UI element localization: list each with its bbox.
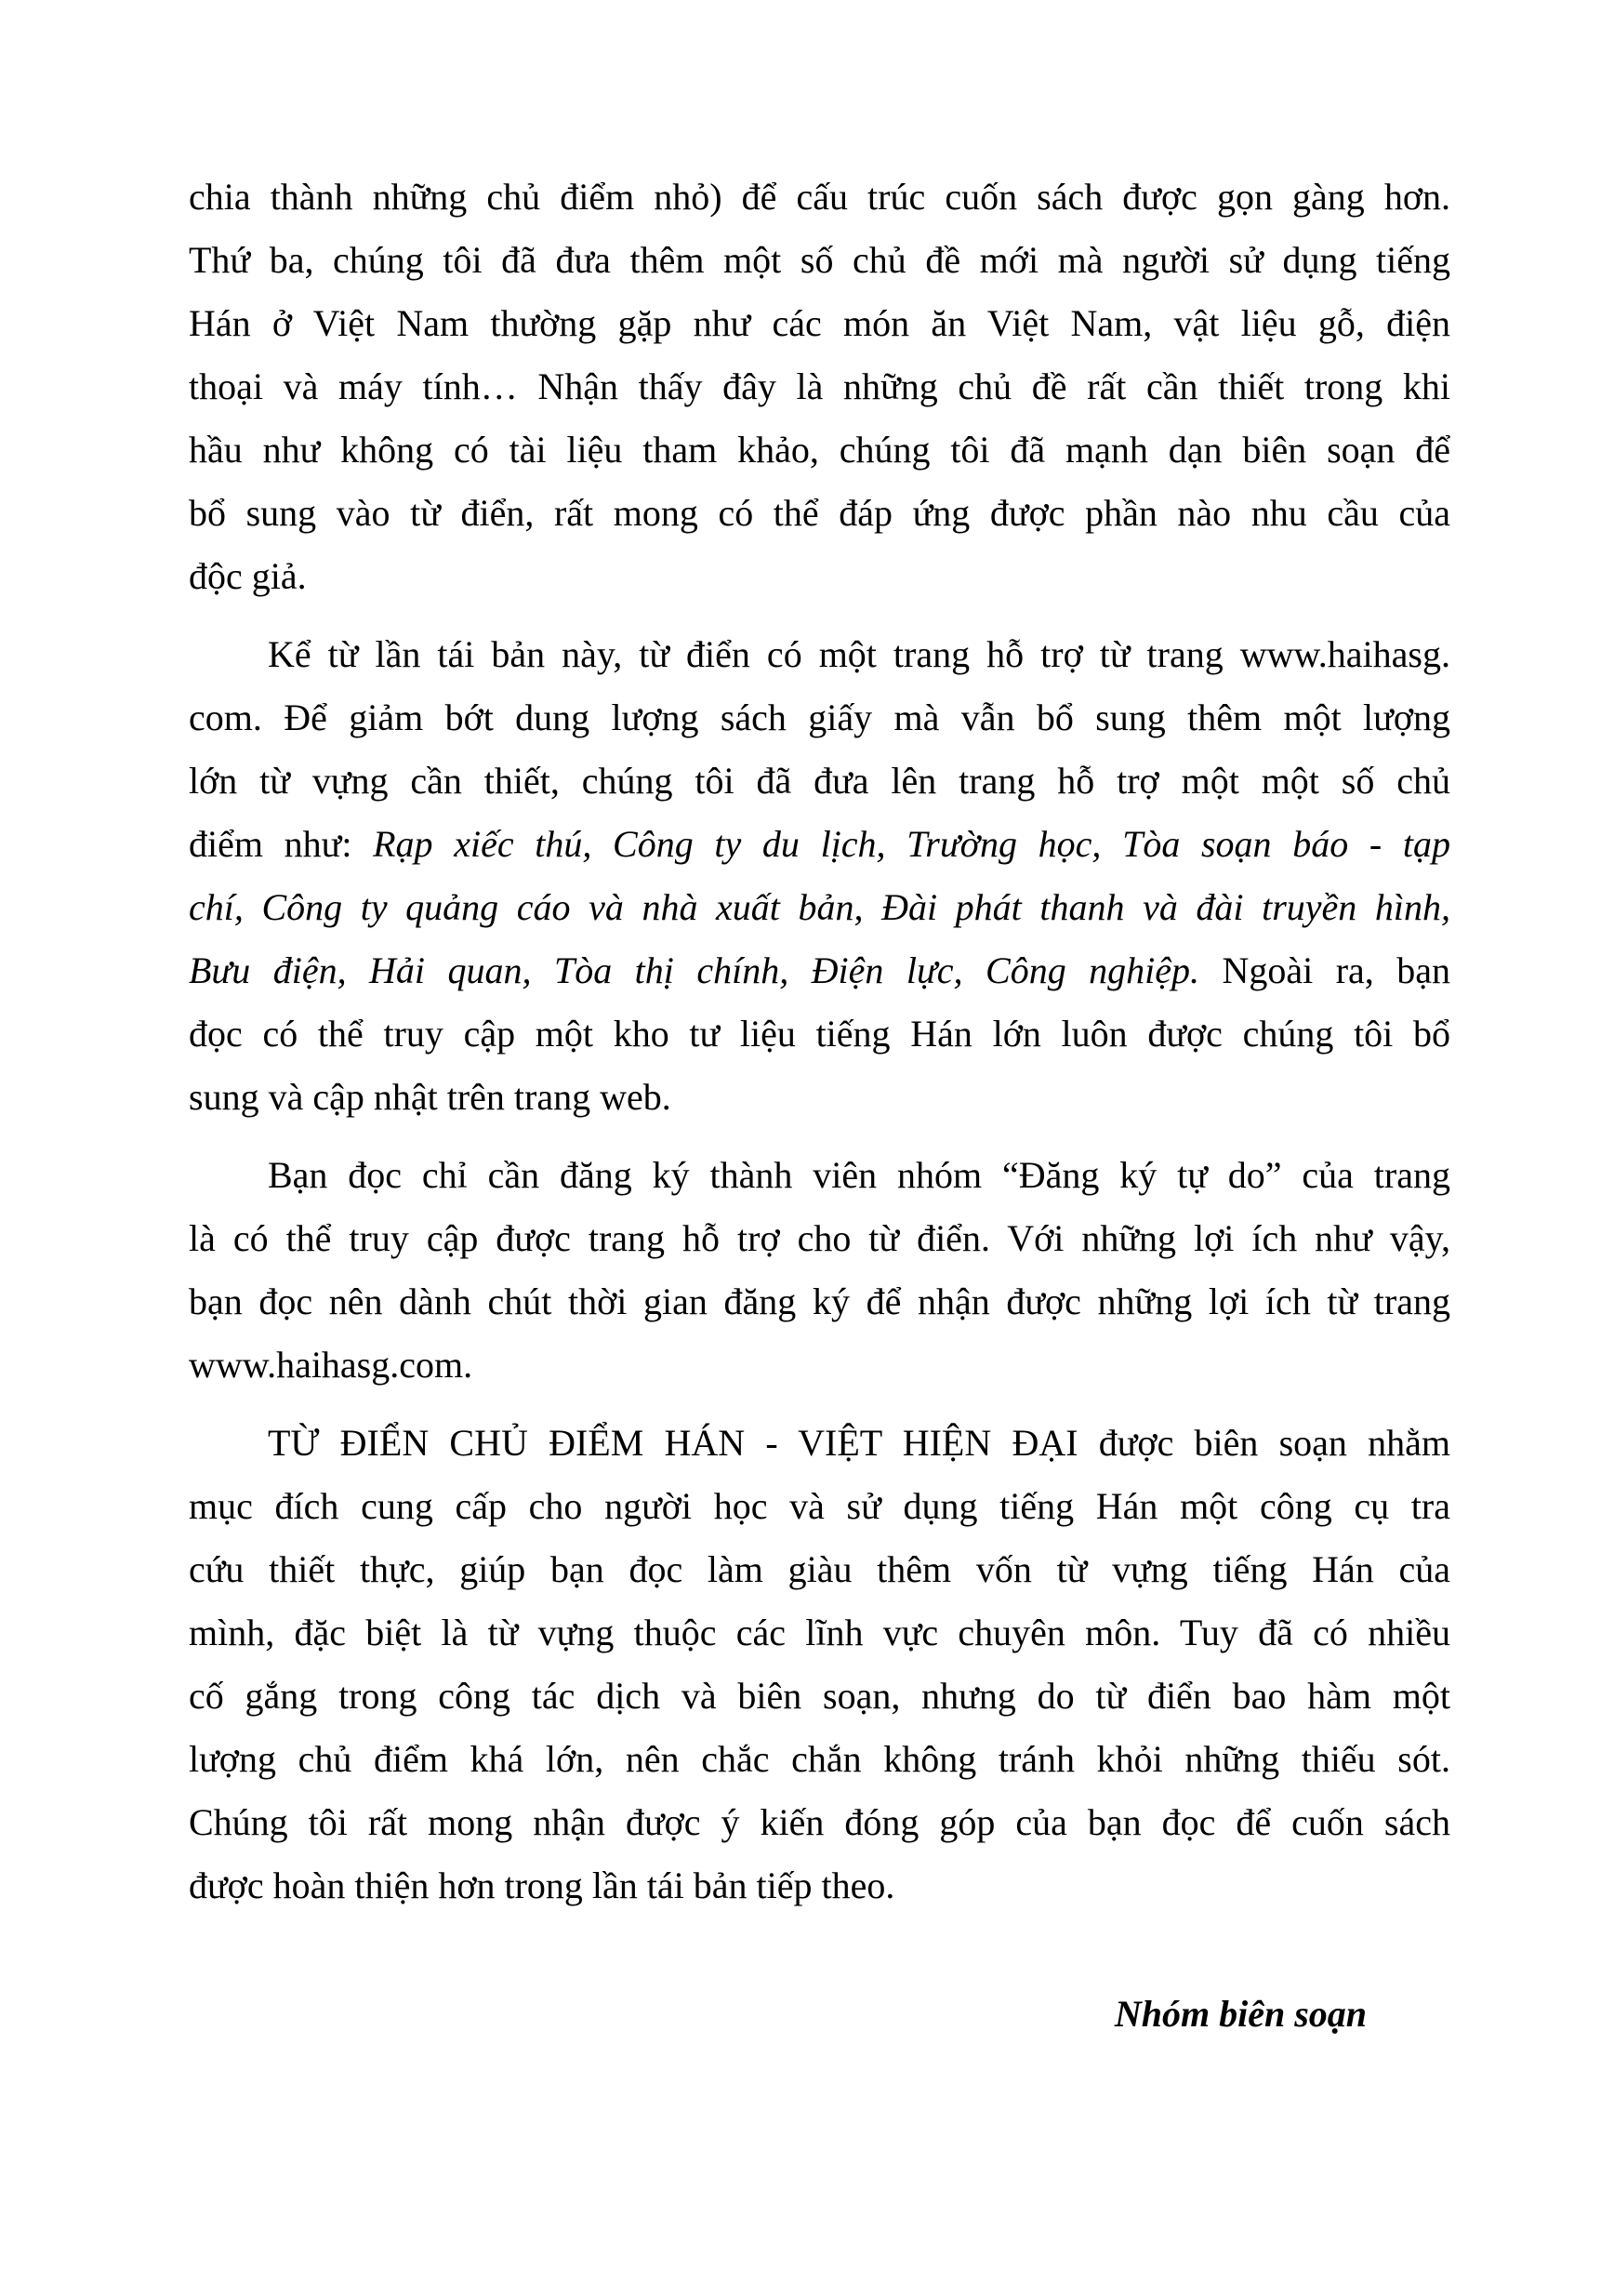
text-segment: www.haihasg.com. — [189, 1344, 473, 1386]
text-segment: điểm như: — [189, 823, 374, 865]
text-line — [189, 750, 1450, 813]
text-segment: cứu thiết thực, giúp bạn đọc làm giàu thêm vốn từ vựng tiếng Hán của — [189, 1548, 1450, 1590]
text-segment: Hán ở Việt Nam thường gặp như các món ăn Việt Nam, vật liệu gỗ, điện — [189, 302, 1450, 344]
text-line — [189, 1334, 1450, 1397]
text-segment: bạn đọc nên dành chút thời gian đăng ký để nhận được những lợi ích từ trang — [189, 1281, 1450, 1322]
text-segment: độc giả. — [189, 555, 307, 597]
text-line — [189, 1002, 1450, 1066]
text-line — [189, 876, 1450, 939]
text-segment: đọc có thể truy cập một kho tư liệu tiếng Hán lớn luôn được chúng tôi bổ — [189, 1013, 1450, 1055]
text-line — [189, 1270, 1450, 1334]
text-segment: Ngoài ra, bạn — [1199, 949, 1450, 991]
text-segment: mục đích cung cấp cho người học và sử dụng tiếng Hán một công cụ tra — [189, 1485, 1450, 1527]
text-line — [189, 355, 1450, 418]
text-line — [189, 939, 1450, 1002]
text-line — [189, 1144, 1450, 1207]
text-line — [189, 482, 1450, 545]
text-line — [189, 1538, 1450, 1601]
text-segment: thoại và máy tính… Nhận thấy đây là những chủ đề rất cần thiết trong khi — [189, 365, 1450, 407]
text-line — [189, 1207, 1450, 1270]
italic-text-segment: Rạp xiếc thú, Công ty du lịch, Trường học, Tòa soạn báo - tạp — [373, 823, 1450, 865]
text-segment: được hoàn thiện hơn trong lần tái bản tiếp theo. — [189, 1865, 895, 1906]
text-segment: lượng chủ điểm khá lớn, nên chắc chắn không tránh khỏi những thiếu sót. — [189, 1738, 1450, 1780]
signature: Nhóm biên soạn — [1114, 1993, 1367, 2035]
text-segment: sung và cập nhật trên trang web. — [189, 1076, 671, 1118]
text-line — [189, 292, 1450, 355]
text-segment: Thứ ba, chúng tôi đã đưa thêm một số chủ đề mới mà người sử dụng tiếng — [189, 239, 1450, 281]
text-segment: Chúng tôi rất mong nhận được ý kiến đóng góp của bạn đọc để cuốn sách — [189, 1801, 1450, 1843]
text-line — [189, 1601, 1450, 1665]
text-line — [189, 166, 1450, 229]
paragraph-3 — [189, 1144, 1450, 1397]
text-segment: Kể từ lần tái bản này, từ điển có một trang hỗ trợ từ trang www.haihasg. — [268, 633, 1450, 675]
text-segment: lớn từ vựng cần thiết, chúng tôi đã đưa lên trang hỗ trợ một một số chủ — [189, 760, 1450, 802]
text-line — [189, 1791, 1450, 1854]
text-line — [189, 1728, 1450, 1791]
text-line — [189, 686, 1450, 750]
text-line — [189, 418, 1450, 482]
text-line — [189, 229, 1450, 292]
text-line — [189, 1665, 1450, 1728]
text-segment: TỪ ĐIỂN CHỦ ĐIỂM HÁN - VIỆT HIỆN ĐẠI được biên soạn nhằm — [268, 1422, 1450, 1464]
text-line — [189, 813, 1450, 876]
text-segment: mình, đặc biệt là từ vựng thuộc các lĩnh vực chuyên môn. Tuy đã có nhiều — [189, 1612, 1450, 1653]
text-line — [189, 1854, 1450, 1918]
italic-text-segment: Bưu điện, Hải quan, Tòa thị chính, Điện lực, Công nghiệp. — [189, 949, 1200, 991]
text-segment: bổ sung vào từ điển, rất mong có thể đáp ứng được phần nào nhu cầu của — [189, 492, 1450, 534]
italic-text-segment: chí, Công ty quảng cáo và nhà xuất bản, Đài phát thanh và đài truyền hình, — [189, 886, 1450, 928]
paragraph-2 — [189, 623, 1450, 1129]
text-segment: hầu như không có tài liệu tham khảo, chúng tôi đã mạnh dạn biên soạn để — [189, 429, 1450, 471]
text-segment: chia thành những chủ điểm nhỏ) để cấu trúc cuốn sách được gọn gàng hơn. — [189, 176, 1450, 218]
text-line — [189, 1475, 1450, 1538]
text-segment: com. Để giảm bớt dung lượng sách giấy mà vẫn bổ sung thêm một lượng — [189, 697, 1450, 738]
text-segment: Bạn đọc chỉ cần đăng ký thành viên nhóm “Đăng ký tự do” của trang — [268, 1154, 1450, 1196]
text-segment: là có thể truy cập được trang hỗ trợ cho từ điển. Với những lợi ích như vậy, — [189, 1217, 1450, 1259]
text-line — [189, 545, 1450, 608]
text-segment: cố gắng trong công tác dịch và biên soạn, nhưng do từ điển bao hàm một — [189, 1675, 1450, 1717]
paragraph-1 — [189, 166, 1450, 608]
text-line — [189, 623, 1450, 686]
paragraph-4 — [189, 1412, 1450, 1918]
text-line — [189, 1412, 1450, 1475]
text-line — [189, 1066, 1450, 1129]
document-body — [189, 166, 1450, 1918]
